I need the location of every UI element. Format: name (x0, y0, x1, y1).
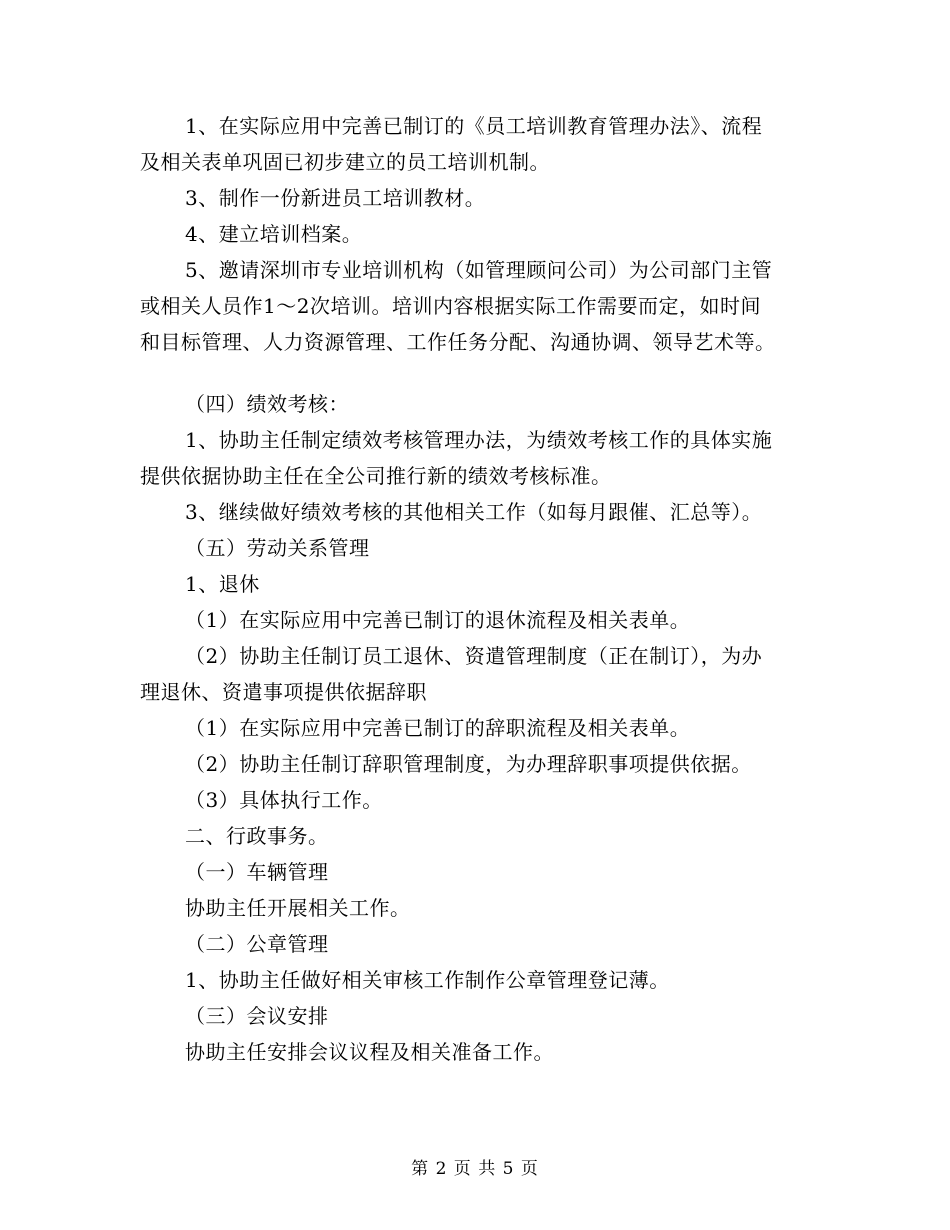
paragraph-line: 和目标管理、人力资源管理、工作任务分配、沟通协调、领导艺术等。 (140, 330, 776, 354)
paragraph-line: 协助主任开展相关工作。 (185, 896, 411, 920)
paragraph-line: 3、继续做好绩效考核的其他相关工作（如每月跟催、汇总等）。 (185, 500, 763, 524)
paragraph-line: （1）在实际应用中完善已制订的辞职流程及相关表单。 (185, 716, 691, 740)
section-heading: （四）绩效考核： (185, 392, 349, 416)
paragraph-line: 1、在实际应用中完善已制订的《员工培训教育管理办法》、流程 (185, 114, 763, 138)
paragraph-line: 提供依据协助主任在全公司推行新的绩效考核标准。 (140, 464, 612, 488)
paragraph-line: 3、制作一份新进员工培训教材。 (185, 186, 486, 210)
paragraph-line: 或相关人员作1～2次培训。培训内容根据实际工作需要而定，如时间 (140, 294, 761, 318)
section-heading: 二、行政事务。 (185, 824, 329, 848)
paragraph-line: 1、协助主任做好相关审核工作制作公章管理登记薄。 (185, 968, 670, 992)
paragraph-line: 及相关表单巩固已初步建立的员工培训机制。 (140, 150, 550, 174)
paragraph-line: 1、退休 (185, 572, 260, 596)
section-heading: （一）车辆管理 (185, 860, 329, 884)
page-number-footer: 第 2 页 共 5 页 (411, 1159, 539, 1179)
paragraph-line: （3）具体执行工作。 (185, 788, 383, 812)
paragraph-line: 理退休、资遣事项提供依据辞职 (140, 680, 427, 704)
paragraph-line: 1、协助主任制定绩效考核管理办法，为绩效考核工作的具体实施 (185, 428, 773, 452)
paragraph-line: （2）协助主任制订辞职管理制度，为办理辞职事项提供依据。 (185, 752, 752, 776)
paragraph-line: 协助主任安排会议议程及相关准备工作。 (185, 1040, 554, 1064)
section-heading: （三）会议安排 (185, 1004, 329, 1028)
paragraph-line: 4、建立培训档案。 (185, 222, 363, 246)
paragraph-line: 5、邀请深圳市专业培训机构（如管理顾问公司）为公司部门主管 (185, 258, 773, 282)
paragraph-line: （1）在实际应用中完善已制订的退休流程及相关表单。 (185, 608, 691, 632)
section-heading: （五）劳动关系管理 (185, 536, 370, 560)
document-body (140, 108, 810, 1070)
paragraph-line: （2）协助主任制订员工退休、资遣管理制度（正在制订），为办 (185, 644, 763, 668)
section-heading: （二）公章管理 (185, 932, 329, 956)
